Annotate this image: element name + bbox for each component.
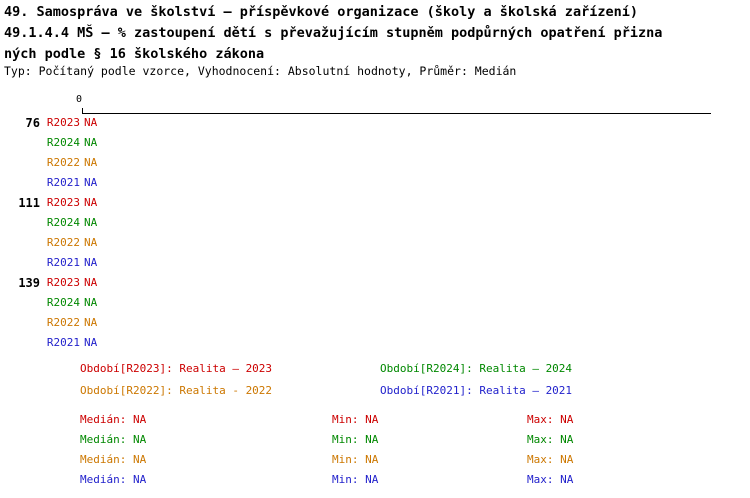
row-value-label: NA [84, 236, 98, 249]
legend-item[interactable]: Období[R2021]: Realita – 2021 [380, 384, 573, 397]
chart-row[interactable] [0, 113, 750, 133]
stat-median: Medián: NA [80, 453, 147, 466]
row-period-label: R2024 [46, 296, 80, 309]
stat-min: Min: NA [332, 413, 379, 426]
group-code-label: 139 [18, 276, 40, 290]
stat-min: Min: NA [332, 473, 379, 486]
chart-row[interactable] [0, 193, 750, 213]
chart-subtitle: Typ: Počítaný podle vzorce, Vyhodnocení: Absolutní hodnoty, Průměr: Medián [4, 64, 517, 78]
row-value-label: NA [84, 316, 98, 329]
chart-row[interactable] [0, 253, 750, 273]
row-period-label: R2023 [46, 116, 80, 129]
row-period-label: R2022 [46, 156, 80, 169]
title-line-1: 49. Samospráva ve školství – příspěvkové organizace (školy a školská zařízení) [4, 4, 638, 20]
row-value-label: NA [84, 156, 98, 169]
chart-row[interactable] [0, 173, 750, 193]
row-value-label: NA [84, 136, 98, 149]
row-period-label: R2023 [46, 276, 80, 289]
row-value-label: NA [84, 116, 98, 129]
row-period-label: R2024 [46, 216, 80, 229]
stat-median: Medián: NA [80, 433, 147, 446]
stat-max: Max: NA [527, 453, 574, 466]
page-title [4, 2, 744, 65]
chart-row[interactable] [0, 213, 750, 233]
stat-max: Max: NA [527, 473, 574, 486]
row-value-label: NA [84, 256, 98, 269]
title-line-3: ných podle § 16 školského zákona [4, 46, 265, 62]
chart-row[interactable] [0, 273, 750, 293]
chart-row[interactable] [0, 313, 750, 333]
stat-median: Medián: NA [80, 473, 147, 486]
stat-max: Max: NA [527, 433, 574, 446]
chart-row[interactable] [0, 133, 750, 153]
row-value-label: NA [84, 176, 98, 189]
stat-median: Medián: NA [80, 413, 147, 426]
row-period-label: R2022 [46, 316, 80, 329]
stat-max: Max: NA [527, 413, 574, 426]
row-period-label: R2021 [46, 256, 80, 269]
group-code-label: 111 [18, 196, 40, 210]
group-code-label: 76 [25, 116, 40, 130]
row-period-label: R2021 [46, 336, 80, 349]
chart-row[interactable] [0, 153, 750, 173]
row-value-label: NA [84, 196, 98, 209]
chart-row[interactable] [0, 333, 750, 353]
legend-item[interactable]: Období[R2023]: Realita – 2023 [80, 362, 273, 375]
stat-min: Min: NA [332, 453, 379, 466]
row-value-label: NA [84, 216, 98, 229]
legend-item[interactable]: Období[R2022]: Realita - 2022 [80, 384, 273, 397]
row-period-label: R2021 [46, 176, 80, 189]
chart-row[interactable] [0, 293, 750, 313]
chart-row[interactable] [0, 233, 750, 253]
row-period-label: R2023 [46, 196, 80, 209]
row-value-label: NA [84, 296, 98, 309]
legend-item[interactable]: Období[R2024]: Realita – 2024 [380, 362, 573, 375]
row-period-label: R2022 [46, 236, 80, 249]
title-line-2: 49.1.4.4 MŠ – % zastoupení dětí s převažujícím stupněm podpůrných opatření přizna [4, 25, 663, 41]
row-value-label: NA [84, 276, 98, 289]
stat-min: Min: NA [332, 433, 379, 446]
row-value-label: NA [84, 336, 98, 349]
row-period-label: R2024 [46, 136, 80, 149]
axis-origin-label: 0 [76, 94, 83, 105]
